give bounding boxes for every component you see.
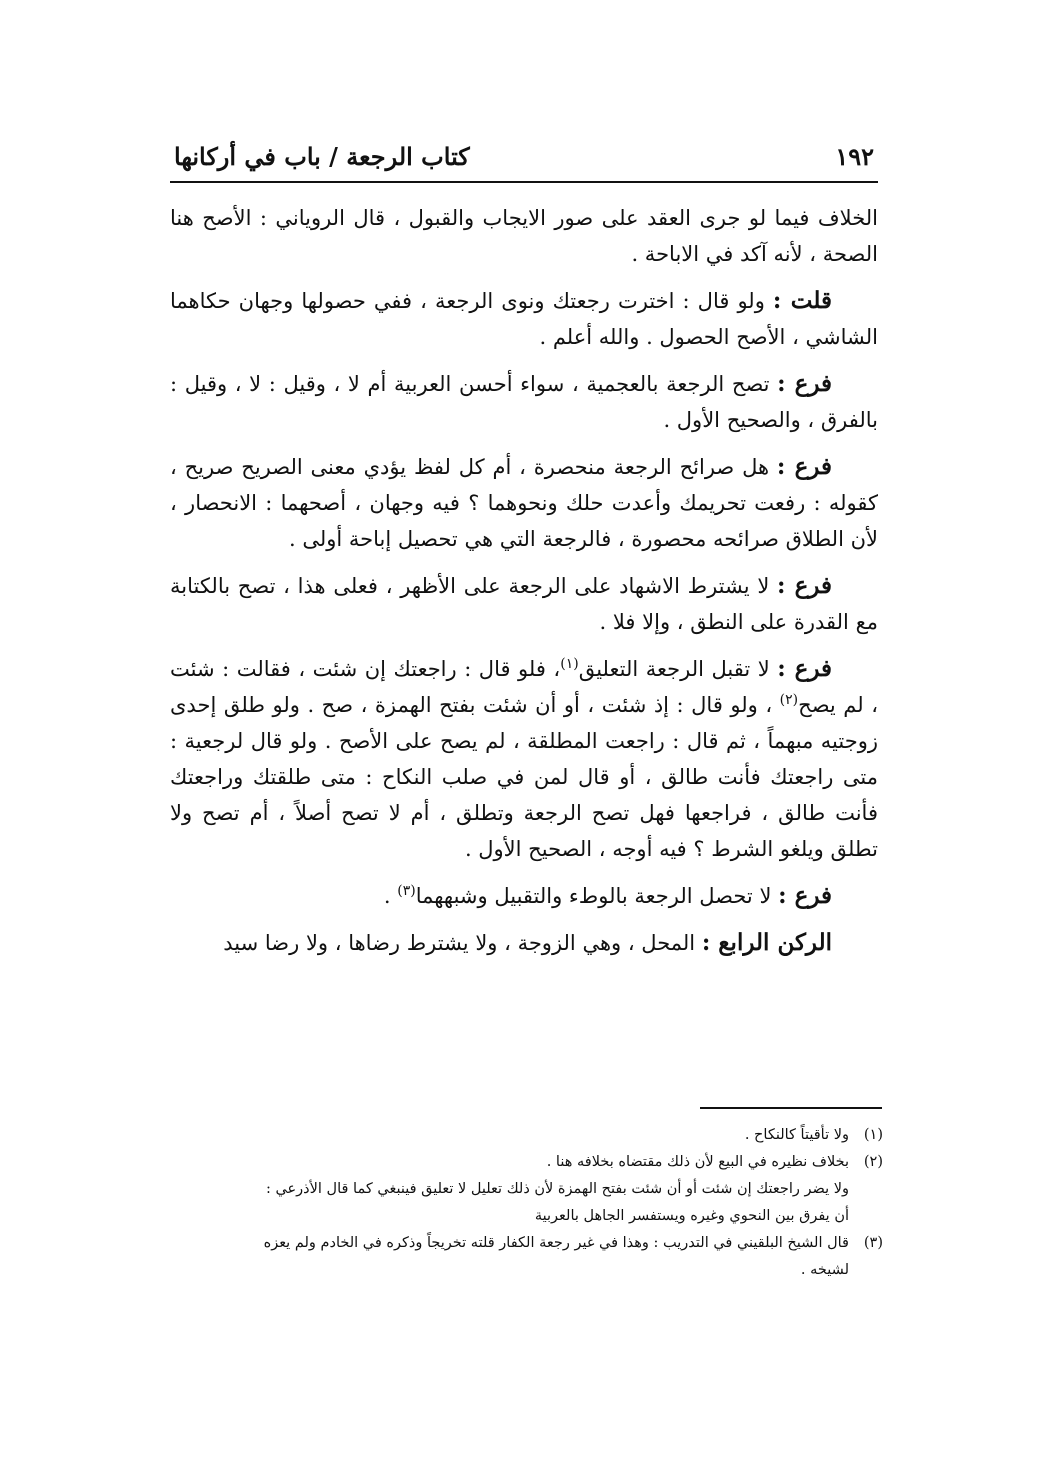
paragraph-4-lead: فرع :	[776, 453, 832, 480]
paragraph-7-text-a: لا تحصل الرجعة بالوطء والتقبيل وشبههما	[415, 884, 779, 908]
paragraph-1	[170, 200, 878, 272]
paragraph-5-lead: فرع :	[777, 572, 832, 599]
footnote-3-line-1: قال الشيخ البلقيني في التدريب : وهذا في غير رجعة الكفار قلته تخريجاً وذكره في الخادم ولم يعزه	[263, 1235, 849, 1251]
footnote-2-line-3: أن يفرق بين النحوي وغيره ويستفسر الجاهل بالعربية	[534, 1208, 849, 1224]
paragraph-5	[170, 568, 878, 640]
footnote-3-line-2: لشيخه .	[800, 1262, 849, 1278]
paragraph-5-text: لا يشترط الاشهاد على الرجعة على الأظهر ، فعلى هذا ، تصح بالكتابة مع القدرة على النطق ، وإلا فلا .	[170, 574, 878, 634]
header-rule	[170, 181, 878, 183]
main-text	[170, 200, 878, 972]
paragraph-4	[170, 449, 878, 557]
footnote-ref-1[interactable]: (١)	[560, 656, 579, 672]
paragraph-8-lead: الركن الرابع :	[701, 929, 832, 956]
paragraph-7	[170, 878, 878, 914]
footnote-ref-2[interactable]: (٢)	[779, 692, 799, 708]
paragraph-3-text: تصح الرجعة بالعجمية ، سواء أحسن العربية أم لا ، وقيل : لا ، وقيل : بالفرق ، والصحيح الأول .	[170, 372, 878, 432]
footnote-2-line-1: بخلاف نظيره في البيع لأن ذلك مقتضاه بخلافه هنا .	[546, 1154, 849, 1170]
footnote-2-number: (٢)	[863, 1154, 883, 1170]
footnote-ref-3[interactable]: (٣)	[397, 883, 416, 899]
paragraph-6	[170, 651, 878, 867]
paragraph-8-text: المحل ، وهي الزوجة ، ولا يشترط رضاها ، ولا رضا سيد	[223, 931, 702, 955]
paragraph-2-text: ولو قال : اخترت رجعتك ونوى الرجعة ، ففي حصولها وجهان حكاهما الشاشي ، الأصح الحصول . والله أعلم .	[170, 289, 878, 349]
footnotes	[165, 1122, 883, 1284]
paragraph-8	[170, 925, 878, 961]
page-header	[170, 140, 878, 180]
paragraph-7-text-b: .	[383, 884, 398, 908]
footnote-1-text: ولا تأقيتاً كالنكاح .	[744, 1127, 849, 1143]
page-number: ١٩٢	[835, 142, 874, 171]
paragraph-6-text-a: لا تقبل الرجعة التعليق	[578, 657, 778, 681]
footnote-1-number: (١)	[863, 1127, 883, 1143]
paragraph-3-lead: فرع :	[777, 370, 833, 397]
paragraph-7-lead: فرع :	[778, 882, 832, 909]
paragraph-3	[170, 366, 878, 438]
footnote-2	[165, 1149, 883, 1230]
paragraph-6-text-b: ، فلو قال : راجعتك إن شئت ، فقالت : شئت ، لم يصح	[170, 657, 878, 717]
paragraph-1-text: الخلاف فيما لو جرى العقد على صور الايجاب والقبول ، قال الروياني : الأصح هنا الصحة ، لأنه آكد في الاباحة .	[170, 206, 878, 266]
footnote-3-number: (٣)	[863, 1235, 883, 1251]
paragraph-4-text: هل صرائح الرجعة منحصرة ، أم كل لفظ يؤدي معنى الصريح صريح ، كقوله : رفعت تحريمك وأعدت حلك ونحوهما ؟ فيه وجهان ، أصحهما : الانحصار ، لأن الطلاق صرائحه محصورة ، فالرجعة التي هي تحصيل إباحة أولى .	[170, 455, 878, 551]
footnote-separator	[700, 1107, 882, 1109]
footnote-3	[165, 1230, 883, 1284]
paragraph-2	[170, 283, 878, 355]
running-title: كتاب الرجعة / باب في أركانها	[174, 142, 470, 171]
footnote-2-line-2: ولا يضر راجعتك إن شئت أو أن شئت بفتح الهمزة لأن ذلك تعليل لا تعليق فينبغي كما قال الأذرعي :	[265, 1181, 849, 1197]
paragraph-2-lead: قلت :	[772, 287, 832, 314]
paragraph-6-lead: فرع :	[777, 655, 833, 682]
paragraph-6-text-c: ، ولو قال : إذ شئت ، أو أن شئت بفتح الهمزة ، صح . ولو طلق إحدى زوجتيه مبهماً ، ثم قال : راجعت المطلقة ، لم يصح على الأصح . ولو قال لرجعية : متى راجعتك فأنت طالق ، أو قال لمن في صلب النكاح : متى طلقتك وراجعتك فأنت طالق ، فراجعها فهل تصح الرجعة وتطلق ، أم لا تصح أصلاً ، أم تصح ولا تطلق ويلغو الشرط ؟ فيه أوجه ، الصحيح الأول .	[170, 693, 878, 861]
footnote-1	[165, 1122, 883, 1149]
